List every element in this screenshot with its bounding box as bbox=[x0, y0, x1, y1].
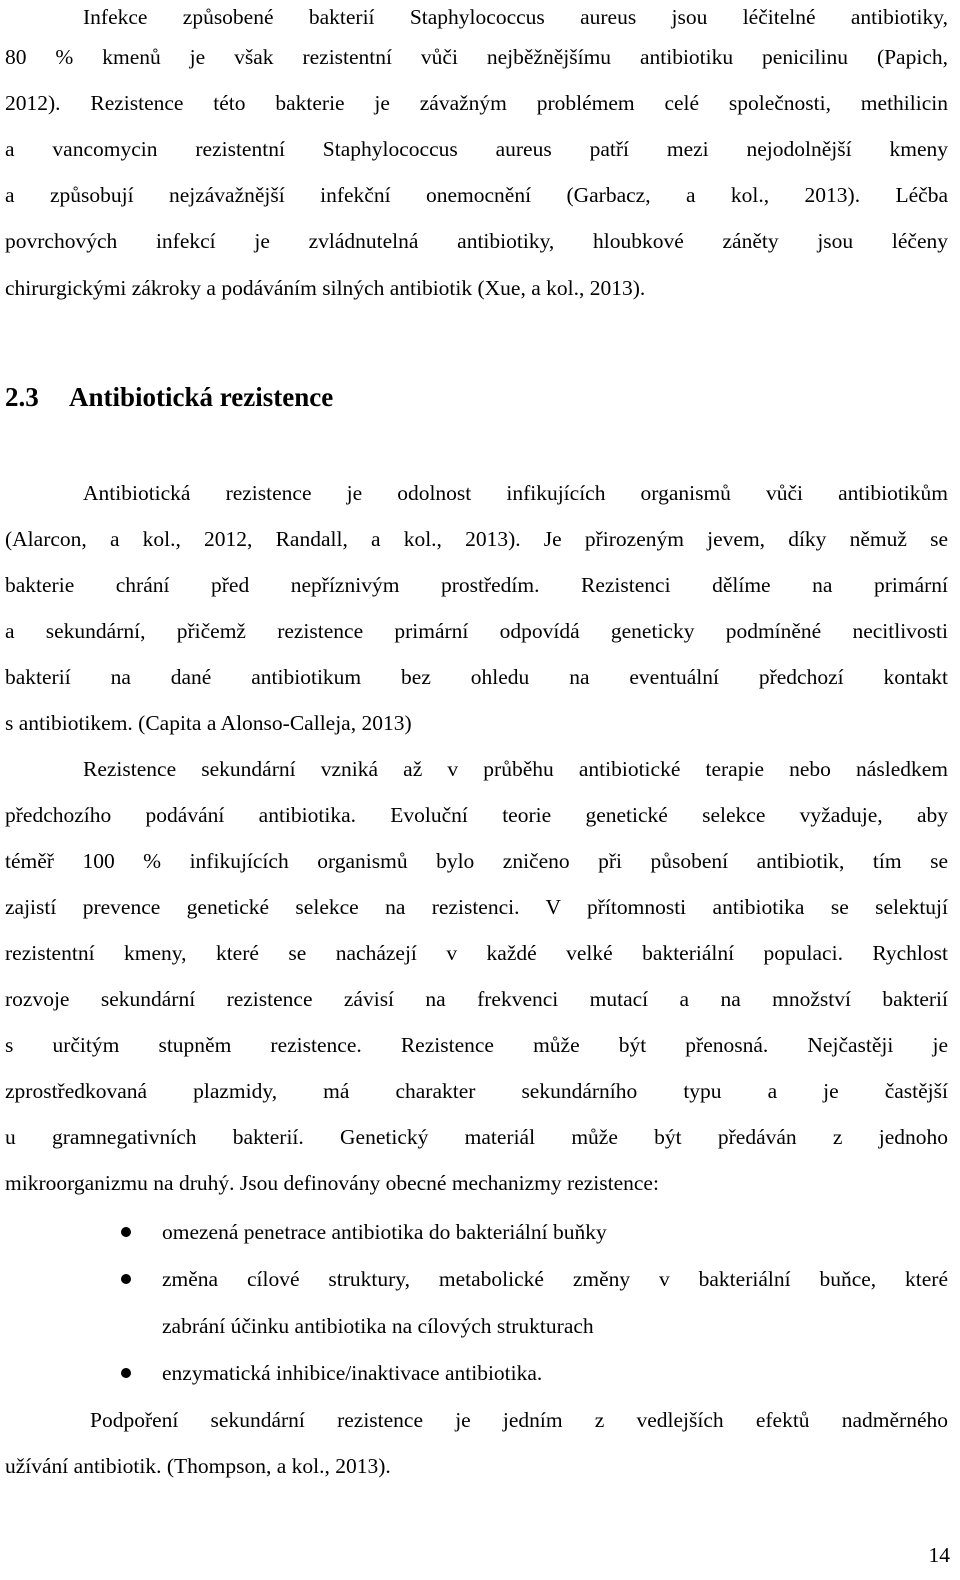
bullet-icon bbox=[121, 1368, 131, 1378]
text-line: Antibiotická rezistence je odolnost infikujících organismů vůči antibiotikům bbox=[83, 481, 948, 505]
text-line: a způsobují nejzávažnější infekční onemocnění (Garbacz, a kol., 2013). Léčba bbox=[5, 183, 948, 207]
bullet-icon bbox=[121, 1227, 131, 1237]
text-line: povrchových infekcí je zvládnutelná antibiotiky, hloubkové záněty jsou léčeny bbox=[5, 229, 948, 253]
text-line: rozvoje sekundární rezistence závisí na frekvenci mutací a na množství bakterií bbox=[5, 987, 948, 1011]
text-line: s určitým stupněm rezistence. Rezistence může být přenosná. Nejčastěji je bbox=[5, 1033, 948, 1057]
bullet-icon bbox=[121, 1274, 131, 1284]
section-heading bbox=[5, 378, 333, 416]
text-line: mikroorganizmu na druhý. Jsou definovány obecné mechanizmy rezistence: bbox=[5, 1171, 659, 1195]
text-line: Rezistence sekundární vzniká až v průběhu antibiotické terapie nebo následkem bbox=[83, 757, 948, 781]
text-line: předchozího podávání antibiotika. Evoluční teorie genetické selekce vyžaduje, aby bbox=[5, 803, 948, 827]
text-line: téměř 100 % infikujících organismů bylo zničeno při působení antibiotik, tím se bbox=[5, 849, 948, 873]
text-line: Infekce způsobené bakterií Staphylococcus aureus jsou léčitelné antibiotiky, bbox=[83, 5, 948, 29]
text-line: zprostředkovaná plazmidy, má charakter sekundárního typu a je častější bbox=[5, 1079, 948, 1103]
list-item-text: změna cílové struktury, metabolické změny v bakteriální buňce, které bbox=[162, 1267, 948, 1291]
text-line: 80 % kmenů je však rezistentní vůči nejběžnějšímu antibiotiku penicilinu (Papich, bbox=[5, 45, 948, 69]
list-item-text: omezená penetrace antibiotika do bakteriální buňky bbox=[162, 1220, 607, 1244]
text-line: (Alarcon, a kol., 2012, Randall, a kol., 2013). Je přirozeným jevem, díky němuž se bbox=[5, 527, 948, 551]
text-line: Podpoření sekundární rezistence je jedním z vedlejších efektů nadměrného bbox=[90, 1408, 948, 1432]
text-line: 2012). Rezistence této bakterie je závažným problémem celé společnosti, methilicin bbox=[5, 91, 948, 115]
page-number: 14 bbox=[928, 1543, 950, 1567]
text-line: a sekundární, přičemž rezistence primární odpovídá geneticky podmíněné necitlivosti bbox=[5, 619, 948, 643]
text-line: a vancomycin rezistentní Staphylococcus aureus patří mezi nejodolnější kmeny bbox=[5, 137, 948, 161]
text-line: bakterie chrání před nepříznivým prostředím. Rezistenci dělíme na primární bbox=[5, 573, 948, 597]
text-line: s antibiotikem. (Capita a Alonso-Calleja, 2013) bbox=[5, 711, 412, 735]
text-line: užívání antibiotik. (Thompson, a kol., 2013). bbox=[5, 1454, 391, 1478]
text-line: rezistentní kmeny, které se nacházejí v každé velké bakteriální populaci. Rychlost bbox=[5, 941, 948, 965]
text-line: chirurgickými zákroky a podáváním silných antibiotik (Xue, a kol., 2013). bbox=[5, 276, 646, 300]
text-line: u gramnegativních bakterií. Genetický materiál může být předáván z jednoho bbox=[5, 1125, 948, 1149]
list-item-text: enzymatická inhibice/inaktivace antibiotika. bbox=[162, 1361, 543, 1385]
section-title: Antibiotická rezistence bbox=[69, 382, 334, 412]
text-line: zajistí prevence genetické selekce na rezistenci. V přítomnosti antibiotika se selektují bbox=[5, 895, 948, 919]
list-item-text: zabrání účinku antibiotika na cílových strukturach bbox=[162, 1314, 594, 1338]
text-line: bakterií na dané antibiotikum bez ohledu na eventuální předchozí kontakt bbox=[5, 665, 948, 689]
section-number: 2.3 bbox=[5, 382, 39, 412]
